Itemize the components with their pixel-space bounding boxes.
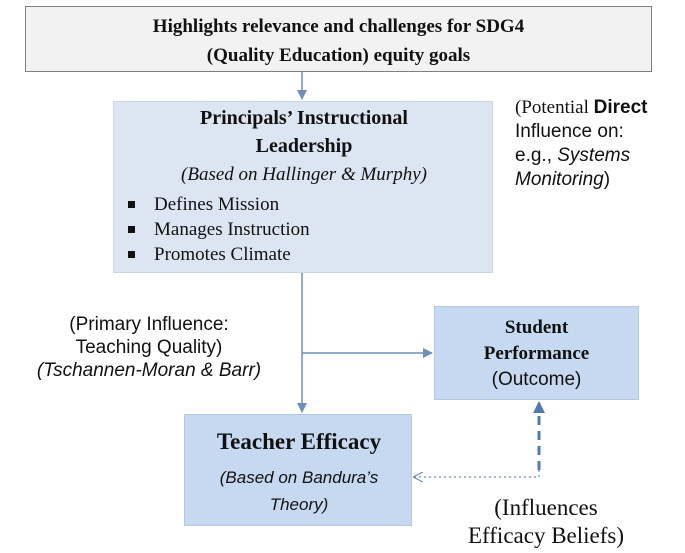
student-subtitle: (Outcome)	[491, 369, 582, 390]
sdg4-goals-line2: (Quality Education) equity goals	[206, 45, 471, 66]
direct-note-monitoring: Monitoring	[515, 169, 604, 190]
student-performance-box	[434, 306, 639, 400]
principal-leadership-title	[114, 104, 494, 160]
direct-note-prefix: (Potential	[515, 97, 594, 118]
direct-influence-note	[515, 96, 685, 192]
primary-influence-note	[14, 313, 284, 382]
efficacy-note-line1: (Influences	[494, 495, 598, 520]
direct-note-systems: Systems	[557, 145, 631, 166]
leadership-dimensions-list	[126, 192, 310, 267]
primary-note-line3: (Tschannen-Moran & Barr)	[36, 360, 262, 381]
primary-note-line2: Teaching Quality)	[75, 337, 223, 358]
student-title-line1: Student	[504, 317, 569, 338]
student-title-line2: Performance	[483, 343, 590, 364]
direct-note-line4	[515, 168, 685, 192]
direct-note-eg: e.g.,	[515, 145, 558, 166]
sdg4-goals-box	[25, 6, 652, 72]
teacher-subtitle-line2: Theory)	[269, 495, 329, 514]
principal-leadership-subtitle: (Based on Hallinger & Murphy)	[181, 164, 427, 185]
list-item: Promotes Climate	[126, 242, 310, 267]
teacher-efficacy-box	[184, 414, 412, 526]
principal-title-line1: Principals’ Instructional	[200, 107, 408, 129]
teacher-efficacy-title: Teacher Efficacy	[216, 429, 382, 454]
direct-note-line2: Influence on:	[515, 121, 624, 142]
direct-note-line1	[515, 96, 685, 120]
primary-note-line1: (Primary Influence:	[69, 314, 229, 335]
sdg4-goals-line1: Highlights relevance and challenges for SDG4	[152, 16, 525, 37]
efficacy-beliefs-note	[446, 494, 646, 550]
teacher-efficacy-subtitle	[185, 464, 413, 518]
direct-note-suffix: )	[603, 169, 611, 190]
principal-leadership-box	[113, 101, 493, 273]
direct-note-bold: Direct	[593, 97, 648, 118]
teacher-subtitle-line1: (Based on Bandura’s	[219, 468, 379, 487]
efficacy-note-line2: Efficacy Beliefs)	[467, 523, 625, 548]
list-item: Defines Mission	[126, 192, 310, 217]
principal-title-line2: Leadership	[255, 135, 353, 157]
list-item: Manages Instruction	[126, 217, 310, 242]
direct-note-line3	[515, 144, 685, 168]
dotted-arrow-to-teacher-efficacy	[414, 470, 539, 477]
